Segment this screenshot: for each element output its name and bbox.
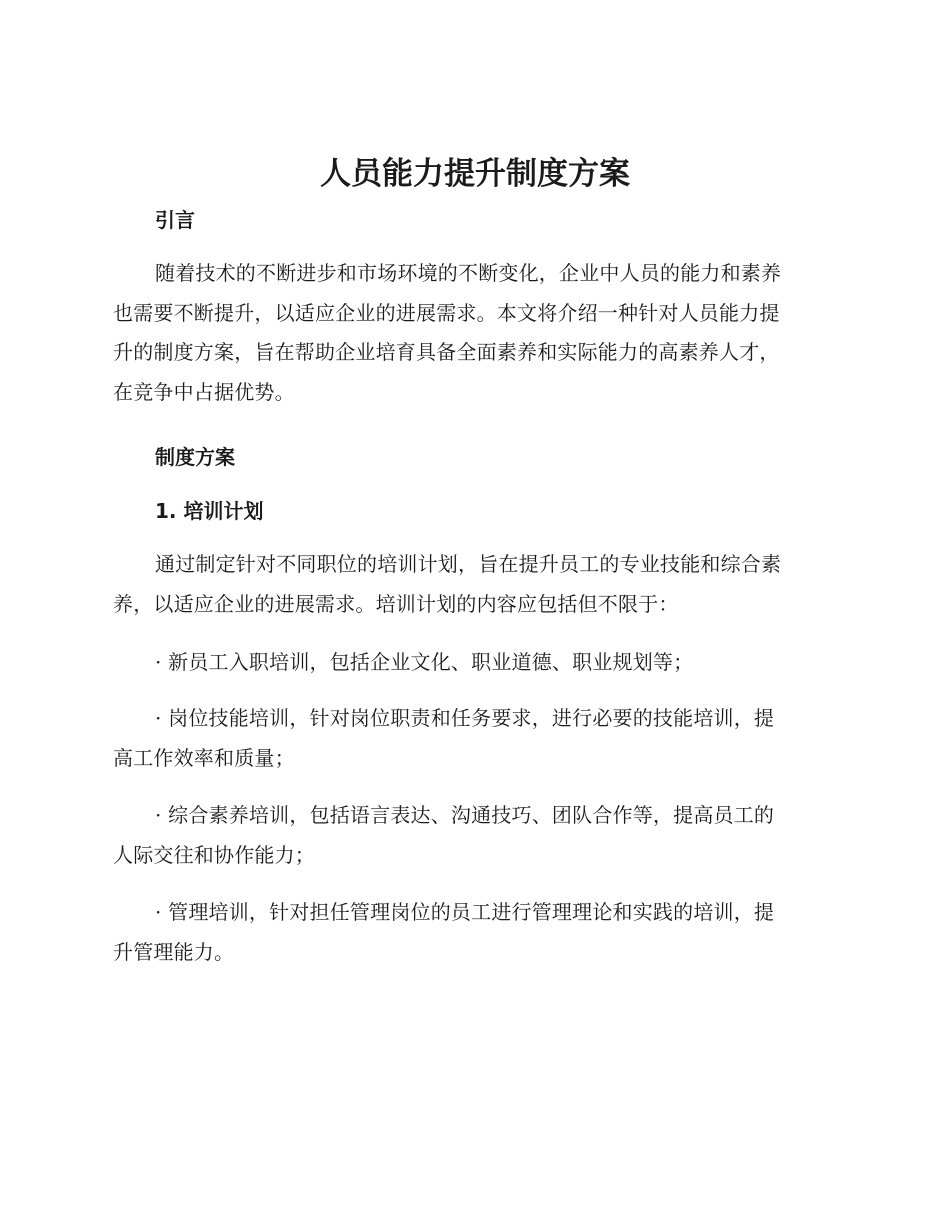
intro-line: 升的制度方案，旨在帮助企业培育具备全面素养和实际能力的高素养人才， bbox=[113, 340, 780, 364]
training-intro-paragraph bbox=[113, 545, 833, 624]
bullet-line: · 综合素养培训，包括语言表达、沟通技巧、团队合作等，提高员工的 bbox=[155, 803, 775, 827]
training-intro-line: 通过制定针对不同职位的培训计划，旨在提升员工的专业技能和综合素 bbox=[155, 552, 782, 576]
intro-line: 随着技术的不断进步和市场环境的不断变化，企业中人员的能力和素养 bbox=[155, 261, 782, 285]
bullet-line: 人际交往和协作能力； bbox=[113, 842, 315, 867]
section-heading: 制度方案 bbox=[155, 445, 235, 469]
bullet-item bbox=[113, 893, 833, 972]
bullet-item bbox=[113, 643, 833, 683]
subsection-heading: 1. 培训计划 bbox=[155, 499, 264, 523]
training-intro-line: 养，以适应企业的进展需求。培训计划的内容应包括但不限于： bbox=[113, 591, 679, 616]
intro-line: 也需要不断提升，以适应企业的进展需求。本文将介绍一种针对人员能力提 bbox=[113, 300, 780, 325]
document-title: 人员能力提升制度方案 bbox=[320, 156, 630, 192]
bullet-line: 升管理能力。 bbox=[113, 939, 235, 964]
bullet-line: · 岗位技能培训，针对岗位职责和任务要求，进行必要的技能培训，提 bbox=[155, 706, 775, 730]
bullet-item bbox=[113, 796, 833, 875]
intro-heading: 引言 bbox=[155, 208, 195, 232]
bullet-line: · 新员工入职培训，包括企业文化、职业道德、职业规划等； bbox=[155, 650, 694, 674]
bullet-item bbox=[113, 699, 833, 778]
intro-line: 在竞争中占据优势。 bbox=[113, 379, 295, 404]
intro-paragraph bbox=[113, 254, 833, 412]
bullet-line: 高工作效率和质量； bbox=[113, 745, 295, 770]
bullet-line: · 管理培训，针对担任管理岗位的员工进行管理理论和实践的培训，提 bbox=[155, 900, 775, 924]
